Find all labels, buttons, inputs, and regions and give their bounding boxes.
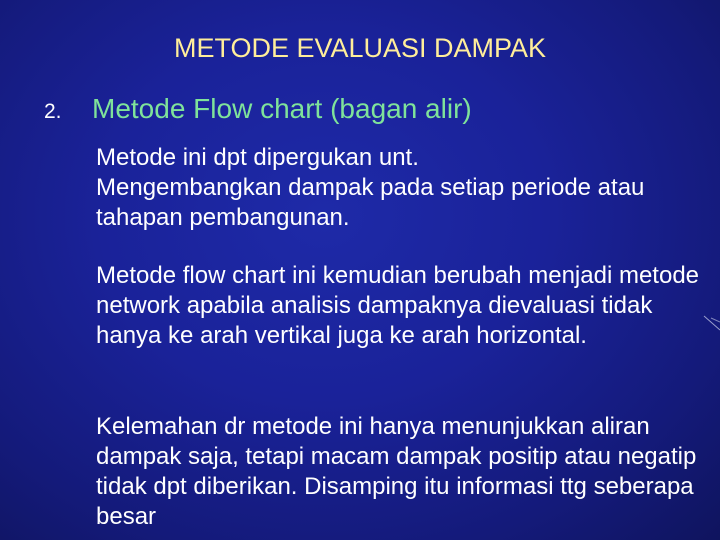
numbered-item xyxy=(44,92,472,129)
body-paragraph: Metode ini dpt dipergukan unt. Mengembangkan dampak pada setiap periode atau tahapan pembangunan. xyxy=(96,144,645,231)
item-heading: Metode Flow chart (bagan alir) xyxy=(92,93,472,124)
slide-title: METODE EVALUASI DAMPAK xyxy=(173,33,547,63)
body-paragraph: Kelemahan dr metode ini hanya menunjukkan aliran dampak saja, tetapi macam dampak positip atau negatip tidak dpt diberikan. Disamping itu informasi ttg seberapa besar xyxy=(96,413,697,530)
item-number: 2. xyxy=(44,100,62,123)
decorative-line xyxy=(711,318,720,322)
body-paragraph: Metode flow chart ini kemudian berubah menjadi metode network apabila analisis dampaknya dievaluasi tidak hanya ke arah vertikal juga ke arah horizontal. xyxy=(96,262,700,349)
